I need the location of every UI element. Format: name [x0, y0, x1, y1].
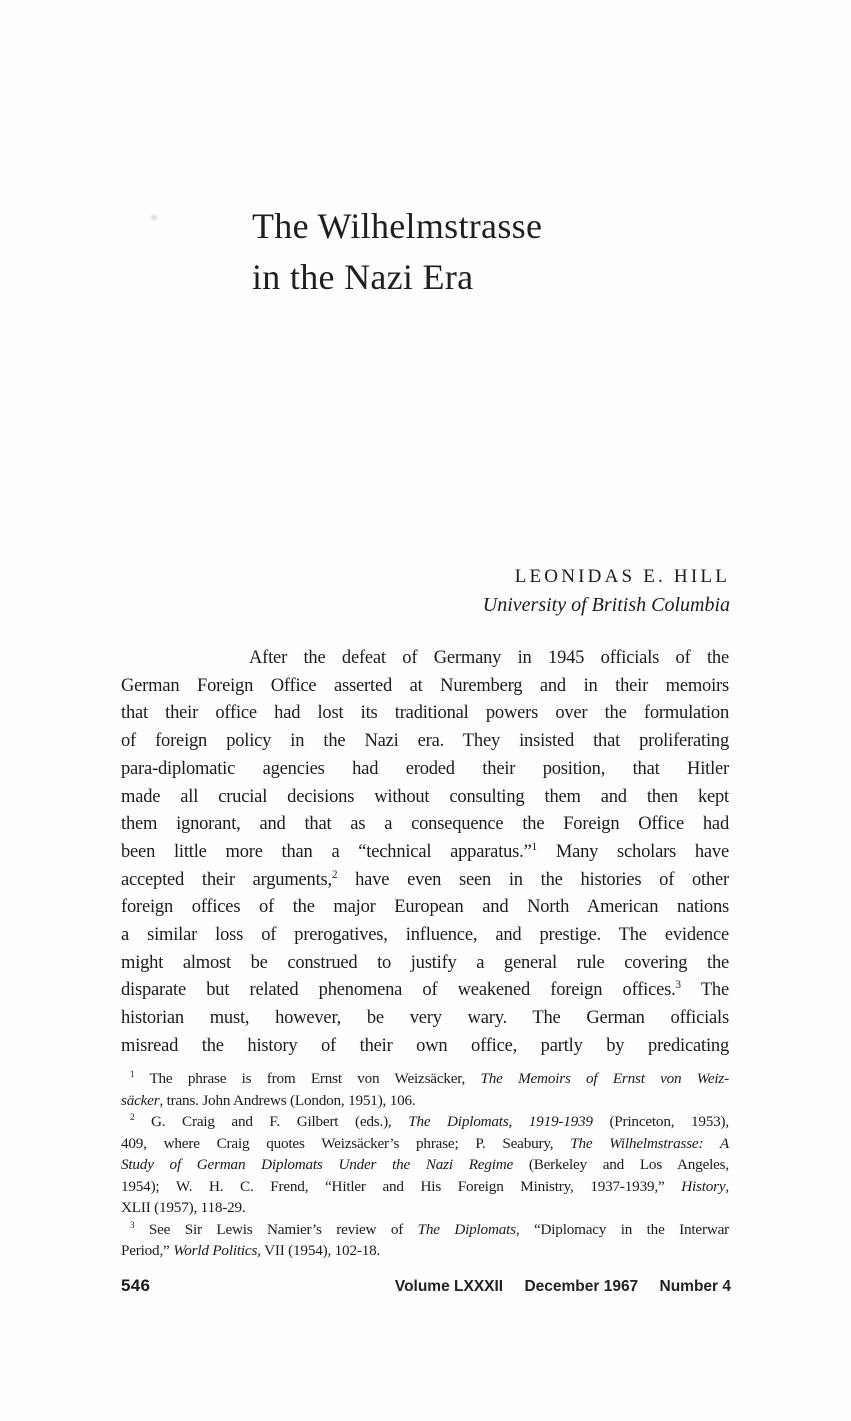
- body-line: accepted their arguments,$^2$ have even seen in the histories of other: [121, 868, 729, 890]
- italic-text: The Memoirs of Ernst von Weiz-: [480, 1070, 729, 1087]
- author-affiliation: University of British Columbia: [482, 594, 730, 616]
- footnote-line: $^3$ See Sir Lewis Namier’s review of The Diplomats, “Diplomacy in the Interwar: [130, 1219, 729, 1238]
- italic-text: History: [681, 1177, 726, 1195]
- body-line: misread the history of their own office, partly by predicating: [121, 1035, 729, 1056]
- italic-text: The Wilhelmstrasse: A: [570, 1134, 729, 1152]
- footnote-line: säcker, trans. John Andrews (London, 1951), 106.: [121, 1091, 416, 1109]
- footnote-line: Period,” World Politics, VII (1954), 102-18.: [121, 1242, 381, 1259]
- author-name: LEONIDAS E. HILL: [514, 566, 730, 587]
- footnote-line: XLII (1957), 118-29.: [121, 1199, 246, 1216]
- article-title-line-2: in the Nazi Era: [252, 257, 474, 297]
- footnote-marker: 2: [130, 1111, 135, 1122]
- body-line: that their office had lost its traditional powers over the formulation: [121, 703, 729, 724]
- article-title-line-1: The Wilhelmstrasse: [252, 206, 543, 246]
- footnote-marker: 1: [531, 840, 537, 853]
- footnote-line: Study of German Diplomats Under the Nazi Regime (Berkeley and Los Angeles,: [121, 1156, 729, 1173]
- scan-artifact: [149, 213, 159, 222]
- body-line: para-diplomatic agencies had eroded their position, that Hitler: [121, 758, 729, 779]
- article-title: [252, 201, 542, 303]
- body-line: After the defeat of Germany in 1945 officials of the: [249, 648, 729, 668]
- body-line: foreign offices of the major European and North American nations: [121, 897, 729, 918]
- footnote-marker: 3: [130, 1219, 135, 1230]
- footnote-marker: 3: [675, 979, 681, 992]
- footnote-marker: 1: [130, 1068, 135, 1079]
- footnote-line: $^2$ G. Craig and F. Gilbert (eds.), The Diplomats, 1919-1939 (Princeton, 1953),: [130, 1111, 730, 1130]
- volume-line: [395, 1278, 731, 1296]
- body-line: historian must, however, be very wary. The German officials: [121, 1008, 729, 1029]
- page-number: 546: [121, 1276, 151, 1295]
- body-line: might almost be construed to justify a general rule covering the: [121, 952, 729, 973]
- body-line: made all crucial decisions without consulting them and then kept: [121, 786, 729, 807]
- body-line: German Foreign Office asserted at Nuremberg and in their memoirs: [121, 675, 729, 696]
- footnote-line: 409, where Craig quotes Weizsäcker’s phrase; P. Seabury, The Wilhelmstrasse: A: [121, 1134, 729, 1152]
- author-block: [483, 566, 730, 617]
- page-footer: [121, 1276, 731, 1296]
- italic-text: The Diplomats: [417, 1220, 516, 1238]
- issue-number: Number 4: [659, 1278, 731, 1295]
- italic-text: World Politics: [173, 1242, 258, 1259]
- body-line: of foreign policy in the Nazi era. They insisted that proliferating: [121, 731, 729, 752]
- footnote-line: $^1$ The phrase is from Ernst von Weizsäcker, The Memoirs of Ernst von Weiz-: [130, 1068, 729, 1087]
- body-line: a similar loss of prerogatives, influence, and prestige. The evidence: [121, 925, 729, 946]
- volume-label: Volume LXXXII: [394, 1278, 504, 1295]
- footnotes: [121, 1068, 729, 1262]
- italic-text: Study of German Diplomats Under the Nazi Regime: [121, 1156, 514, 1173]
- issue-date: December 1967: [524, 1278, 639, 1295]
- body-line: them ignorant, and that as a consequence the Foreign Office had: [121, 814, 729, 835]
- body-line: disparate but related phenomena of weakened foreign offices.$^3$ The: [121, 979, 729, 1001]
- footnote-line: 1954); W. H. C. Frend, “Hitler and His Foreign Ministry, 1937-1939,” History,: [121, 1177, 729, 1195]
- italic-text: The Diplomats, 1919-1939: [408, 1113, 593, 1130]
- body-paragraph: [121, 645, 729, 1061]
- footnote-marker: 2: [331, 868, 338, 881]
- italic-text: säcker: [121, 1091, 160, 1109]
- body-line: been little more than a “technical apparatus.”$^1$ Many scholars have: [121, 840, 729, 862]
